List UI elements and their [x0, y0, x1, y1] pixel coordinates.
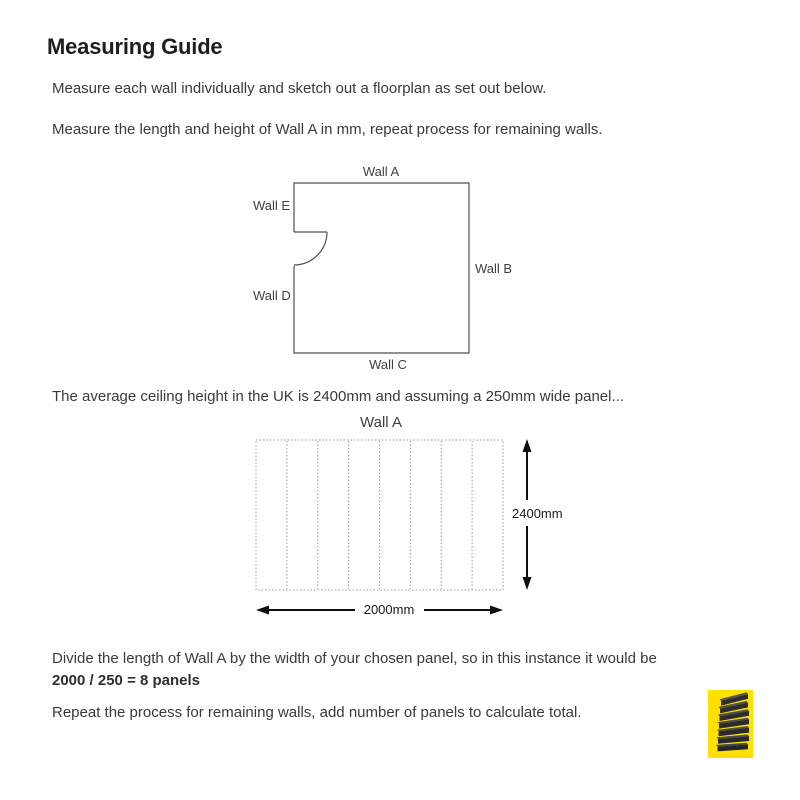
- floorplan-label-wall-c: Wall C: [369, 357, 407, 372]
- repeat-note: Repeat the process for remaining walls, add number of panels to calculate total.: [52, 704, 582, 721]
- panel-diagram-title: Wall A: [360, 414, 402, 431]
- floorplan-diagram: [270, 165, 500, 365]
- page-title: Measuring Guide: [47, 34, 223, 59]
- floorplan-label-wall-a: Wall A: [362, 164, 400, 179]
- floorplan-label-wall-d: Wall D: [253, 288, 291, 303]
- panel-divider-lines: [287, 441, 472, 589]
- instruction-step-2: Measure the length and height of Wall A in mm, repeat process for remaining walls.: [52, 121, 603, 138]
- door-swing-arc: [294, 232, 327, 265]
- height-dimension-label: 2400mm: [512, 506, 563, 521]
- floorplan-label-wall-b: Wall B: [475, 261, 513, 276]
- brand-logo: [708, 690, 753, 758]
- width-dimension-label: 2000mm: [363, 602, 415, 617]
- ceiling-note: The average ceiling height in the UK is 2400mm and assuming a 250mm wide panel...: [52, 388, 624, 405]
- calculation-result: 2000 / 250 = 8 panels: [52, 672, 201, 689]
- floorplan-label-wall-e: Wall E: [253, 198, 291, 213]
- instruction-step-1: Measure each wall individually and sketch out a floorplan as set out below.: [52, 80, 547, 97]
- floorplan-wall-outline: [294, 183, 469, 353]
- divide-note: Divide the length of Wall A by the width of your chosen panel, so in this instance it would be: [52, 650, 657, 667]
- panel-width-diagram: [245, 430, 535, 625]
